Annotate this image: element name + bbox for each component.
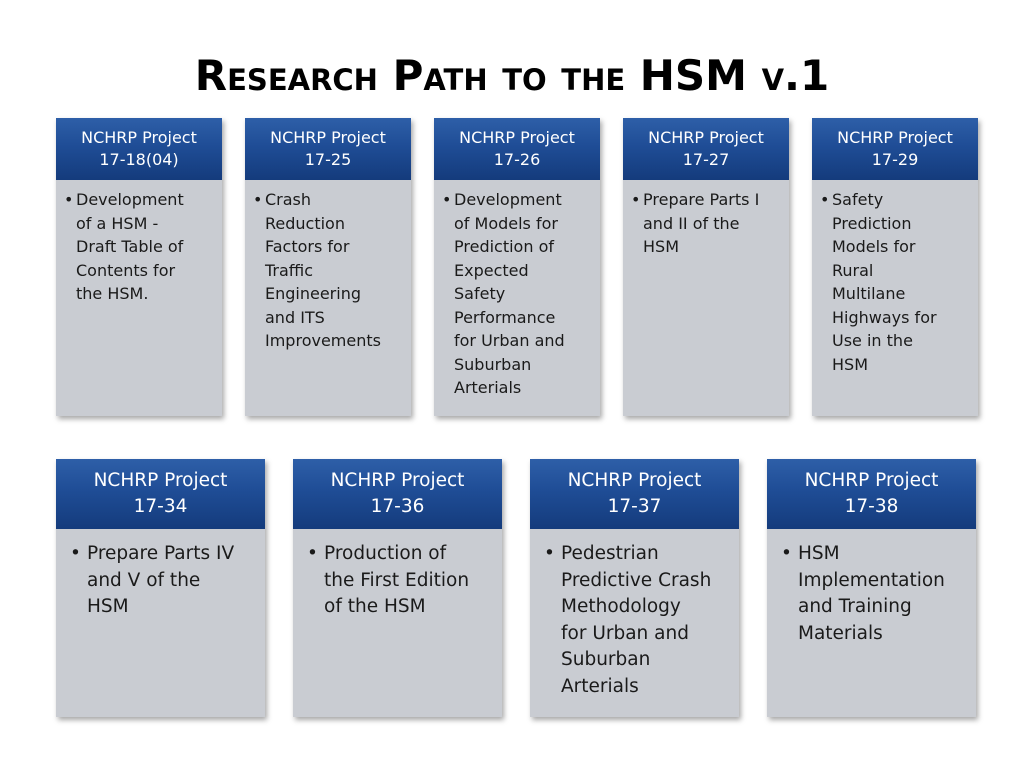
bullet-text: Pedestrian Predictive Crash Methodology for Urban and Suburban Arterials — [561, 543, 712, 697]
project-card-17-38 — [767, 459, 976, 717]
bullet-item — [781, 541, 966, 647]
bullet-text: HSM Implementation and Training Materials — [798, 543, 945, 644]
card-header-title: NCHRP Project — [330, 470, 465, 491]
card-header-number: 17-38 — [844, 496, 899, 517]
bullet-item — [307, 541, 492, 621]
card-body — [767, 529, 976, 647]
card-header-number: 17-37 — [607, 496, 662, 517]
card-header — [56, 118, 222, 180]
card-header — [530, 459, 739, 529]
bullet-item — [442, 188, 590, 400]
bullet-text: Prepare Parts I and II of the HSM — [643, 190, 760, 256]
card-header-title: NCHRP Project — [459, 128, 575, 147]
card-header — [434, 118, 600, 180]
bullet-item — [253, 188, 401, 353]
card-header — [767, 459, 976, 529]
card-header-number: 17-18(04) — [99, 150, 179, 169]
project-card-17-25 — [245, 118, 411, 416]
card-header-title: NCHRP Project — [93, 470, 228, 491]
card-body — [434, 180, 600, 400]
slide-title: Research Path to the HSM v.1 — [194, 51, 830, 100]
card-body — [530, 529, 739, 700]
card-header-number: 17-27 — [682, 150, 730, 169]
bullet-icon: • — [442, 190, 452, 209]
card-header-title: NCHRP Project — [837, 128, 953, 147]
card-header — [245, 118, 411, 180]
card-body — [293, 529, 502, 621]
card-header — [56, 459, 265, 529]
bullet-item — [70, 541, 255, 621]
card-header — [293, 459, 502, 529]
project-card-17-34 — [56, 459, 265, 717]
bullet-icon: • — [631, 190, 641, 209]
card-body — [56, 529, 265, 621]
bullet-icon: • — [64, 190, 74, 209]
card-header-number: 17-36 — [370, 496, 425, 517]
card-header-number: 17-29 — [871, 150, 919, 169]
card-header-number: 17-25 — [304, 150, 352, 169]
card-body — [56, 180, 222, 306]
project-card-17-18-04 — [56, 118, 222, 416]
card-header-title: NCHRP Project — [270, 128, 386, 147]
bullet-text: Development of Models for Prediction of Expected Safety Performance for Urban and Suburban Arterials — [454, 190, 565, 397]
card-header-title: NCHRP Project — [804, 470, 939, 491]
project-card-17-26 — [434, 118, 600, 416]
project-card-17-36 — [293, 459, 502, 717]
card-header-title: NCHRP Project — [648, 128, 764, 147]
bullet-icon: • — [253, 190, 263, 209]
project-card-17-37 — [530, 459, 739, 717]
project-card-17-27 — [623, 118, 789, 416]
project-card-17-29 — [812, 118, 978, 416]
card-header-title: NCHRP Project — [567, 470, 702, 491]
bullet-item — [631, 188, 779, 259]
bullet-text: Safety Prediction Models for Rural Multilane Highways for Use in the HSM — [832, 190, 937, 374]
bullet-text: Production of the First Edition of the HSM — [324, 543, 470, 617]
card-body — [623, 180, 789, 259]
bullet-text: Crash Reduction Factors for Traffic Engineering and ITS Improvements — [265, 190, 381, 350]
bullet-item — [64, 188, 212, 306]
card-header — [623, 118, 789, 180]
card-header-title: NCHRP Project — [81, 128, 197, 147]
card-body — [245, 180, 411, 353]
bullet-icon: • — [781, 543, 792, 564]
bullet-icon: • — [307, 543, 318, 564]
bullet-text: Prepare Parts IV and V of the HSM — [87, 543, 235, 617]
bullet-text: Development of a HSM - Draft Table of Contents for the HSM. — [76, 190, 184, 303]
bullet-icon: • — [544, 543, 555, 564]
card-header-number: 17-26 — [493, 150, 541, 169]
card-header — [812, 118, 978, 180]
card-body — [812, 180, 978, 376]
card-header-number: 17-34 — [133, 496, 188, 517]
bullet-icon: • — [820, 190, 830, 209]
bullet-item — [544, 541, 729, 700]
bullet-item — [820, 188, 968, 376]
bullet-icon: • — [70, 543, 81, 564]
